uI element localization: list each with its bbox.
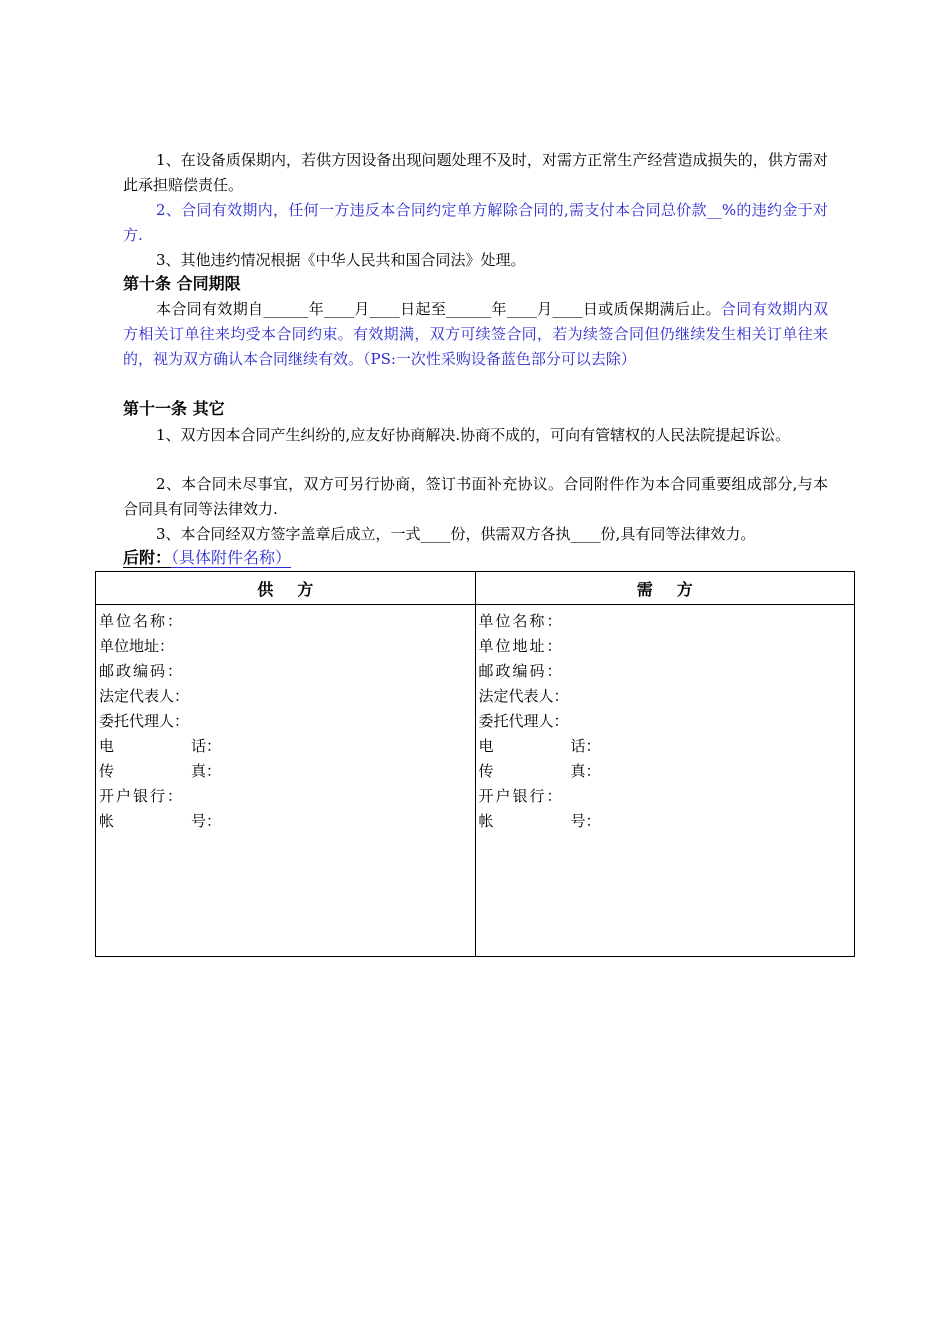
buyer-fax-label-b: 真：	[570, 762, 601, 780]
supplier-fax-label-a: 传	[99, 762, 115, 780]
clause-10-body-blue: 合同有效期内双方相关订单往来均受本合同约束。有效期满，双方可续签合同，若为续签合同但仍继续发生相关订单往来的，视为双方确认本合同继续有效。（PS:一次性采购设备蓝色部分可以去除）	[123, 300, 828, 368]
buyer-fax-label-a: 传	[478, 762, 494, 780]
supplier-agent: 委托代理人：	[99, 712, 190, 730]
buyer-bank: 开户银行：	[478, 787, 564, 805]
buyer-unit-address: 单位地址：	[478, 637, 564, 655]
clause-11-heading: 第十一条 其它	[123, 399, 225, 418]
clause-11-item-1: 1、双方因本合同产生纠纷的,应友好协商解决.协商不成的，可向有管辖权的人民法院提起诉讼。	[156, 426, 791, 444]
supplier-phone-label-a: 电	[99, 737, 115, 755]
clause-9-item-1: 1、在设备质保期内，若供方因设备出现问题处理不及时，对需方正常生产经营造成损失的，供方需对此承担赔偿责任。	[123, 151, 828, 194]
clause-11-item-3: 3、本合同经双方签字盖章后成立，一式____份，供需双方各执____份,具有同等法律效力。	[156, 525, 756, 543]
clause-9-item-3: 3、其他违约情况根据《中华人民共和国合同法》处理。	[156, 251, 526, 269]
clause-10-body	[123, 297, 828, 372]
attachment-label: 后附：	[123, 548, 172, 567]
supplier-unit-name: 单位名称：	[99, 612, 185, 630]
supplier-fax	[99, 759, 475, 784]
clause-10-heading: 第十条 合同期限	[123, 274, 241, 293]
clause-9-item-2: 2、合同有效期内，任何一方违反本合同约定单方解除合同的,需支付本合同总价款__%的违约金于对方.	[123, 201, 828, 244]
buyer-account-label-b: 号：	[570, 812, 601, 830]
attachment-link[interactable]: （具体附件名称）	[171, 548, 292, 567]
buyer-unit-name: 单位名称：	[478, 612, 564, 630]
buyer-postal-code: 邮政编码：	[478, 662, 564, 680]
supplier-phone-label-b: 话：	[191, 737, 222, 755]
supplier-fax-label-b: 真：	[191, 762, 222, 780]
buyer-fields-cell[interactable]	[475, 605, 855, 957]
buyer-account-label-a: 帐	[478, 812, 494, 830]
buyer-phone-label-a: 电	[478, 737, 494, 755]
supplier-unit-address: 单位地址：	[99, 637, 175, 655]
buyer-phone-label-b: 话：	[570, 737, 601, 755]
supplier-fields-cell[interactable]	[96, 605, 476, 957]
supplier-account-label-a: 帐	[99, 812, 115, 830]
supplier-bank: 开户银行：	[99, 787, 185, 805]
buyer-fax	[479, 759, 855, 784]
buyer-legal-rep: 法定代表人：	[478, 687, 569, 705]
supplier-phone	[99, 734, 475, 759]
buyer-agent: 委托代理人：	[478, 712, 569, 730]
clause-10-body-black: 本合同有效期自______年____月____日起至______年____月____日或质保期满后止。	[156, 300, 721, 318]
supplier-postal-code: 邮政编码：	[99, 662, 185, 680]
buyer-phone	[479, 734, 855, 759]
attachment-line	[123, 547, 291, 569]
supplier-header: 供方	[96, 572, 476, 605]
buyer-header: 需方	[475, 572, 855, 605]
buyer-account	[479, 809, 855, 834]
supplier-account-label-b: 号：	[191, 812, 222, 830]
supplier-account	[99, 809, 475, 834]
supplier-legal-rep: 法定代表人：	[99, 687, 190, 705]
signature-table	[95, 571, 855, 957]
clause-11-item-2: 2、本合同未尽事宜，双方可另行协商，签订书面补充协议。合同附件作为本合同重要组成部分,与本合同具有同等法律效力.	[123, 475, 828, 518]
